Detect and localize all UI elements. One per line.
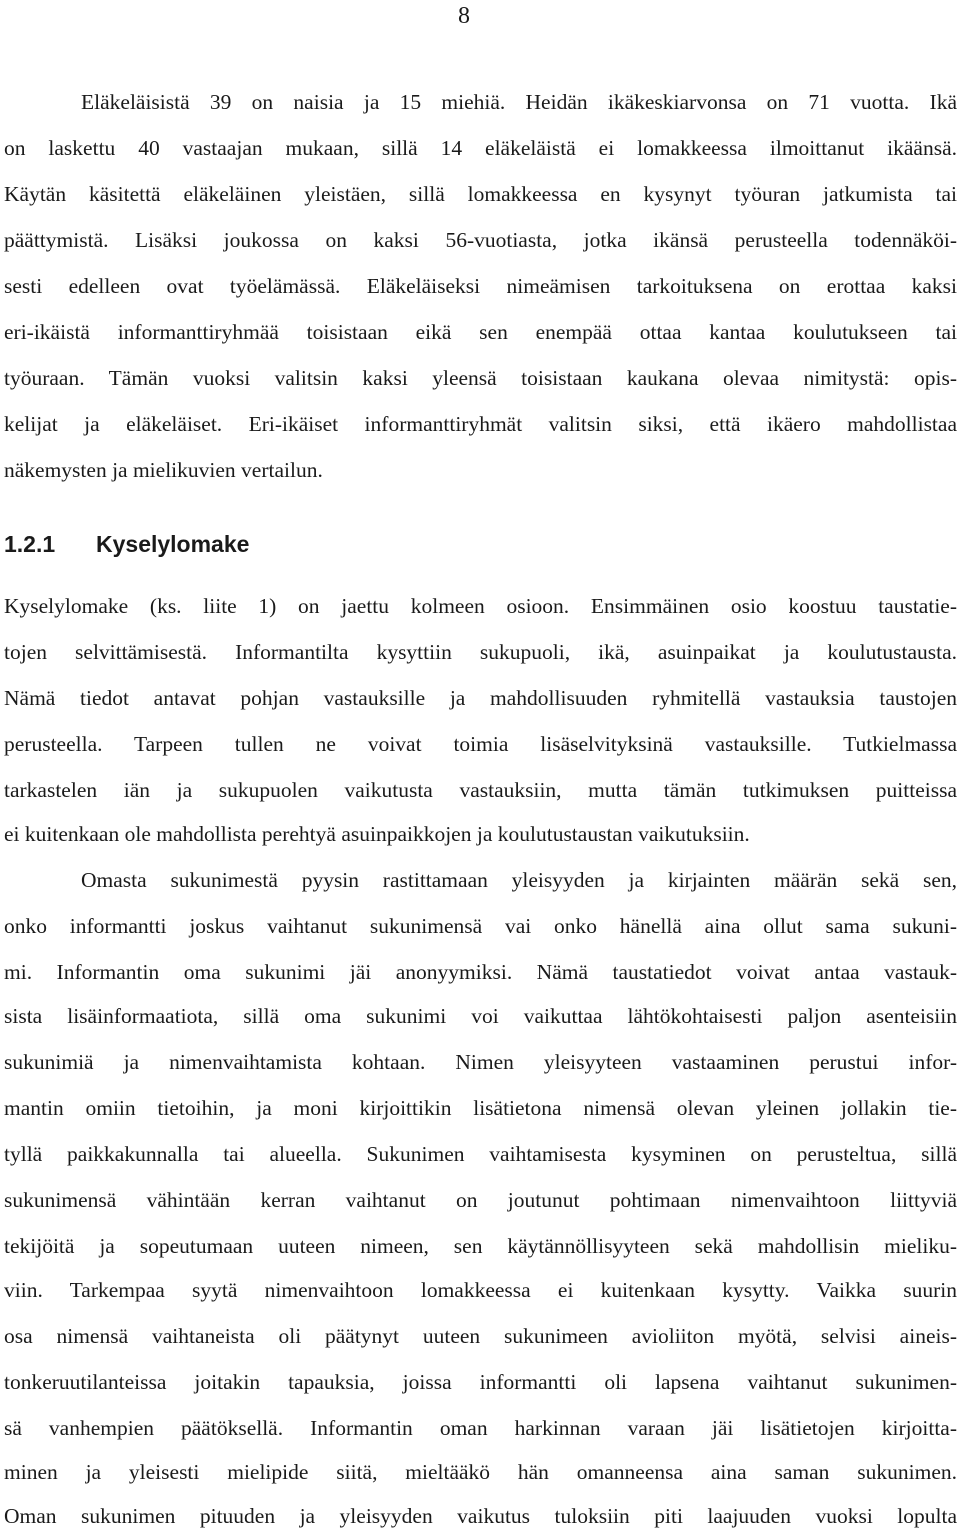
paragraph-3-line: tyllä paikkakunnalla tai alueella. Sukunimen vaihtamisesta kysyminen on perusteltua, sillä — [4, 1142, 957, 1166]
paragraph-3-line: sukunimensä vähintään kerran vaihtanut on joutunut pohtimaan nimenvaihtoon liittyviä — [4, 1188, 957, 1212]
paragraph-3-line: mantin omiin tietoihin, ja moni kirjoittikin lisätietona nimensä olevan yleinen jollakin tie- — [4, 1096, 957, 1120]
paragraph-3-line: minen ja yleisesti mielipide siitä, mieltääkö hän omanneensa aina saman sukunimen. — [4, 1460, 957, 1484]
paragraph-3-line: sista lisäinformaatiota, sillä oma sukunimi voi vaikuttaa lähtökohtaisesti paljon asenteisiin — [4, 1004, 957, 1028]
paragraph-1-line: Eläkeläisistä 39 on naisia ja 15 miehiä. Heidän ikäkeskiarvonsa on 71 vuotta. Ikä — [81, 90, 957, 114]
paragraph-3-line: sä vanhempien päätöksellä. Informantin oman harkinnan varaan jäi lisätietojen kirjoitta- — [4, 1416, 957, 1440]
paragraph-3-line: Oman sukunimen pituuden ja yleisyyden vaikutus tuloksiin piti laajuuden vuoksi lopulta — [4, 1504, 957, 1528]
paragraph-3-line: tonkeruutilanteissa joitakin tapauksia, joissa informantti oli lapsena vaihtanut sukunimen- — [4, 1370, 957, 1394]
section-number: 1.2.1 — [4, 531, 56, 557]
paragraph-3-line: tekijöitä ja sopeutumaan uuteen nimeen, sen käytännöllisyyteen sekä mahdollisin mieliku- — [4, 1234, 957, 1258]
paragraph-3-line: osa nimensä vaihtaneista oli päätynyt uuteen sukunimeen avioliiton myötä, selvisi aineis- — [4, 1324, 957, 1348]
section-heading — [4, 530, 249, 558]
paragraph-3-line: Omasta sukunimestä pyysin rastittamaan yleisyyden ja kirjainten määrän sekä sen, — [81, 868, 957, 892]
paragraph-1-line: on laskettu 40 vastaajan mukaan, sillä 14 eläkeläistä ei lomakkeessa ilmoittanut ikäänsä. — [4, 136, 957, 160]
paragraph-1-line: kelijat ja eläkeläiset. Eri-ikäiset informanttiryhmät valitsin siksi, että ikäero mahdollistaa — [4, 412, 957, 436]
paragraph-1-line: Käytän käsitettä eläkeläinen yleistäen, sillä lomakkeessa en kysynyt työuran jatkumista tai — [4, 182, 957, 206]
page-number: 8 — [458, 3, 470, 29]
paragraph-1-line: sesti edelleen ovat työelämässä. Eläkeläiseksi nimeämisen tarkoituksena on erottaa kaksi — [4, 274, 957, 298]
paragraph-2-line: ei kuitenkaan ole mahdollista perehtyä asuinpaikkojen ja koulutustaustan vaikutuksiin. — [4, 822, 750, 846]
paragraph-3-line: onko informantti joskus vaihtanut sukunimensä vai onko hänellä aina ollut sama sukuni- — [4, 914, 957, 938]
paragraph-2-line: tarkastelen iän ja sukupuolen vaikutusta vastauksiin, mutta tämän tutkimuksen puitteissa — [4, 778, 957, 802]
paragraph-1-line: eri-ikäistä informanttiryhmää toisistaan eikä sen enempää ottaa kantaa koulutukseen tai — [4, 320, 957, 344]
paragraph-2-line: tojen selvittämisestä. Informantilta kysyttiin sukupuoli, ikä, asuinpaikat ja koulutustausta. — [4, 640, 957, 664]
paragraph-3-line: viin. Tarkempaa syytä nimenvaihtoon lomakkeessa ei kuitenkaan kysytty. Vaikka suurin — [4, 1278, 957, 1302]
paragraph-2-line: Kyselylomake (ks. liite 1) on jaettu kolmeen osioon. Ensimmäinen osio koostuu taustatie- — [4, 594, 957, 618]
paragraph-2-line: perusteella. Tarpeen tullen ne voivat toimia lisäselvityksinä vastauksille. Tutkielmassa — [4, 732, 957, 756]
paragraph-2-line: Nämä tiedot antavat pohjan vastauksille ja mahdollisuuden ryhmitellä vastauksia taustojen — [4, 686, 957, 710]
paragraph-1-line: päättymistä. Lisäksi joukossa on kaksi 56-vuotiasta, jotka ikänsä perusteella todennäköi- — [4, 228, 957, 252]
paragraph-3-line: mi. Informantin oma sukunimi jäi anonyymiksi. Nämä taustatiedot voivat antaa vastauk- — [4, 960, 957, 984]
section-title: Kyselylomake — [96, 531, 250, 557]
paragraph-3-line: sukunimiä ja nimenvaihtamista kohtaan. Nimen yleisyyteen vastaaminen perustui infor- — [4, 1050, 957, 1074]
paragraph-1-line: näkemysten ja mielikuvien vertailun. — [4, 458, 323, 482]
paragraph-1-line: työuraan. Tämän vuoksi valitsin kaksi yleensä toisistaan kaukana olevaa nimitystä: opis- — [4, 366, 957, 390]
